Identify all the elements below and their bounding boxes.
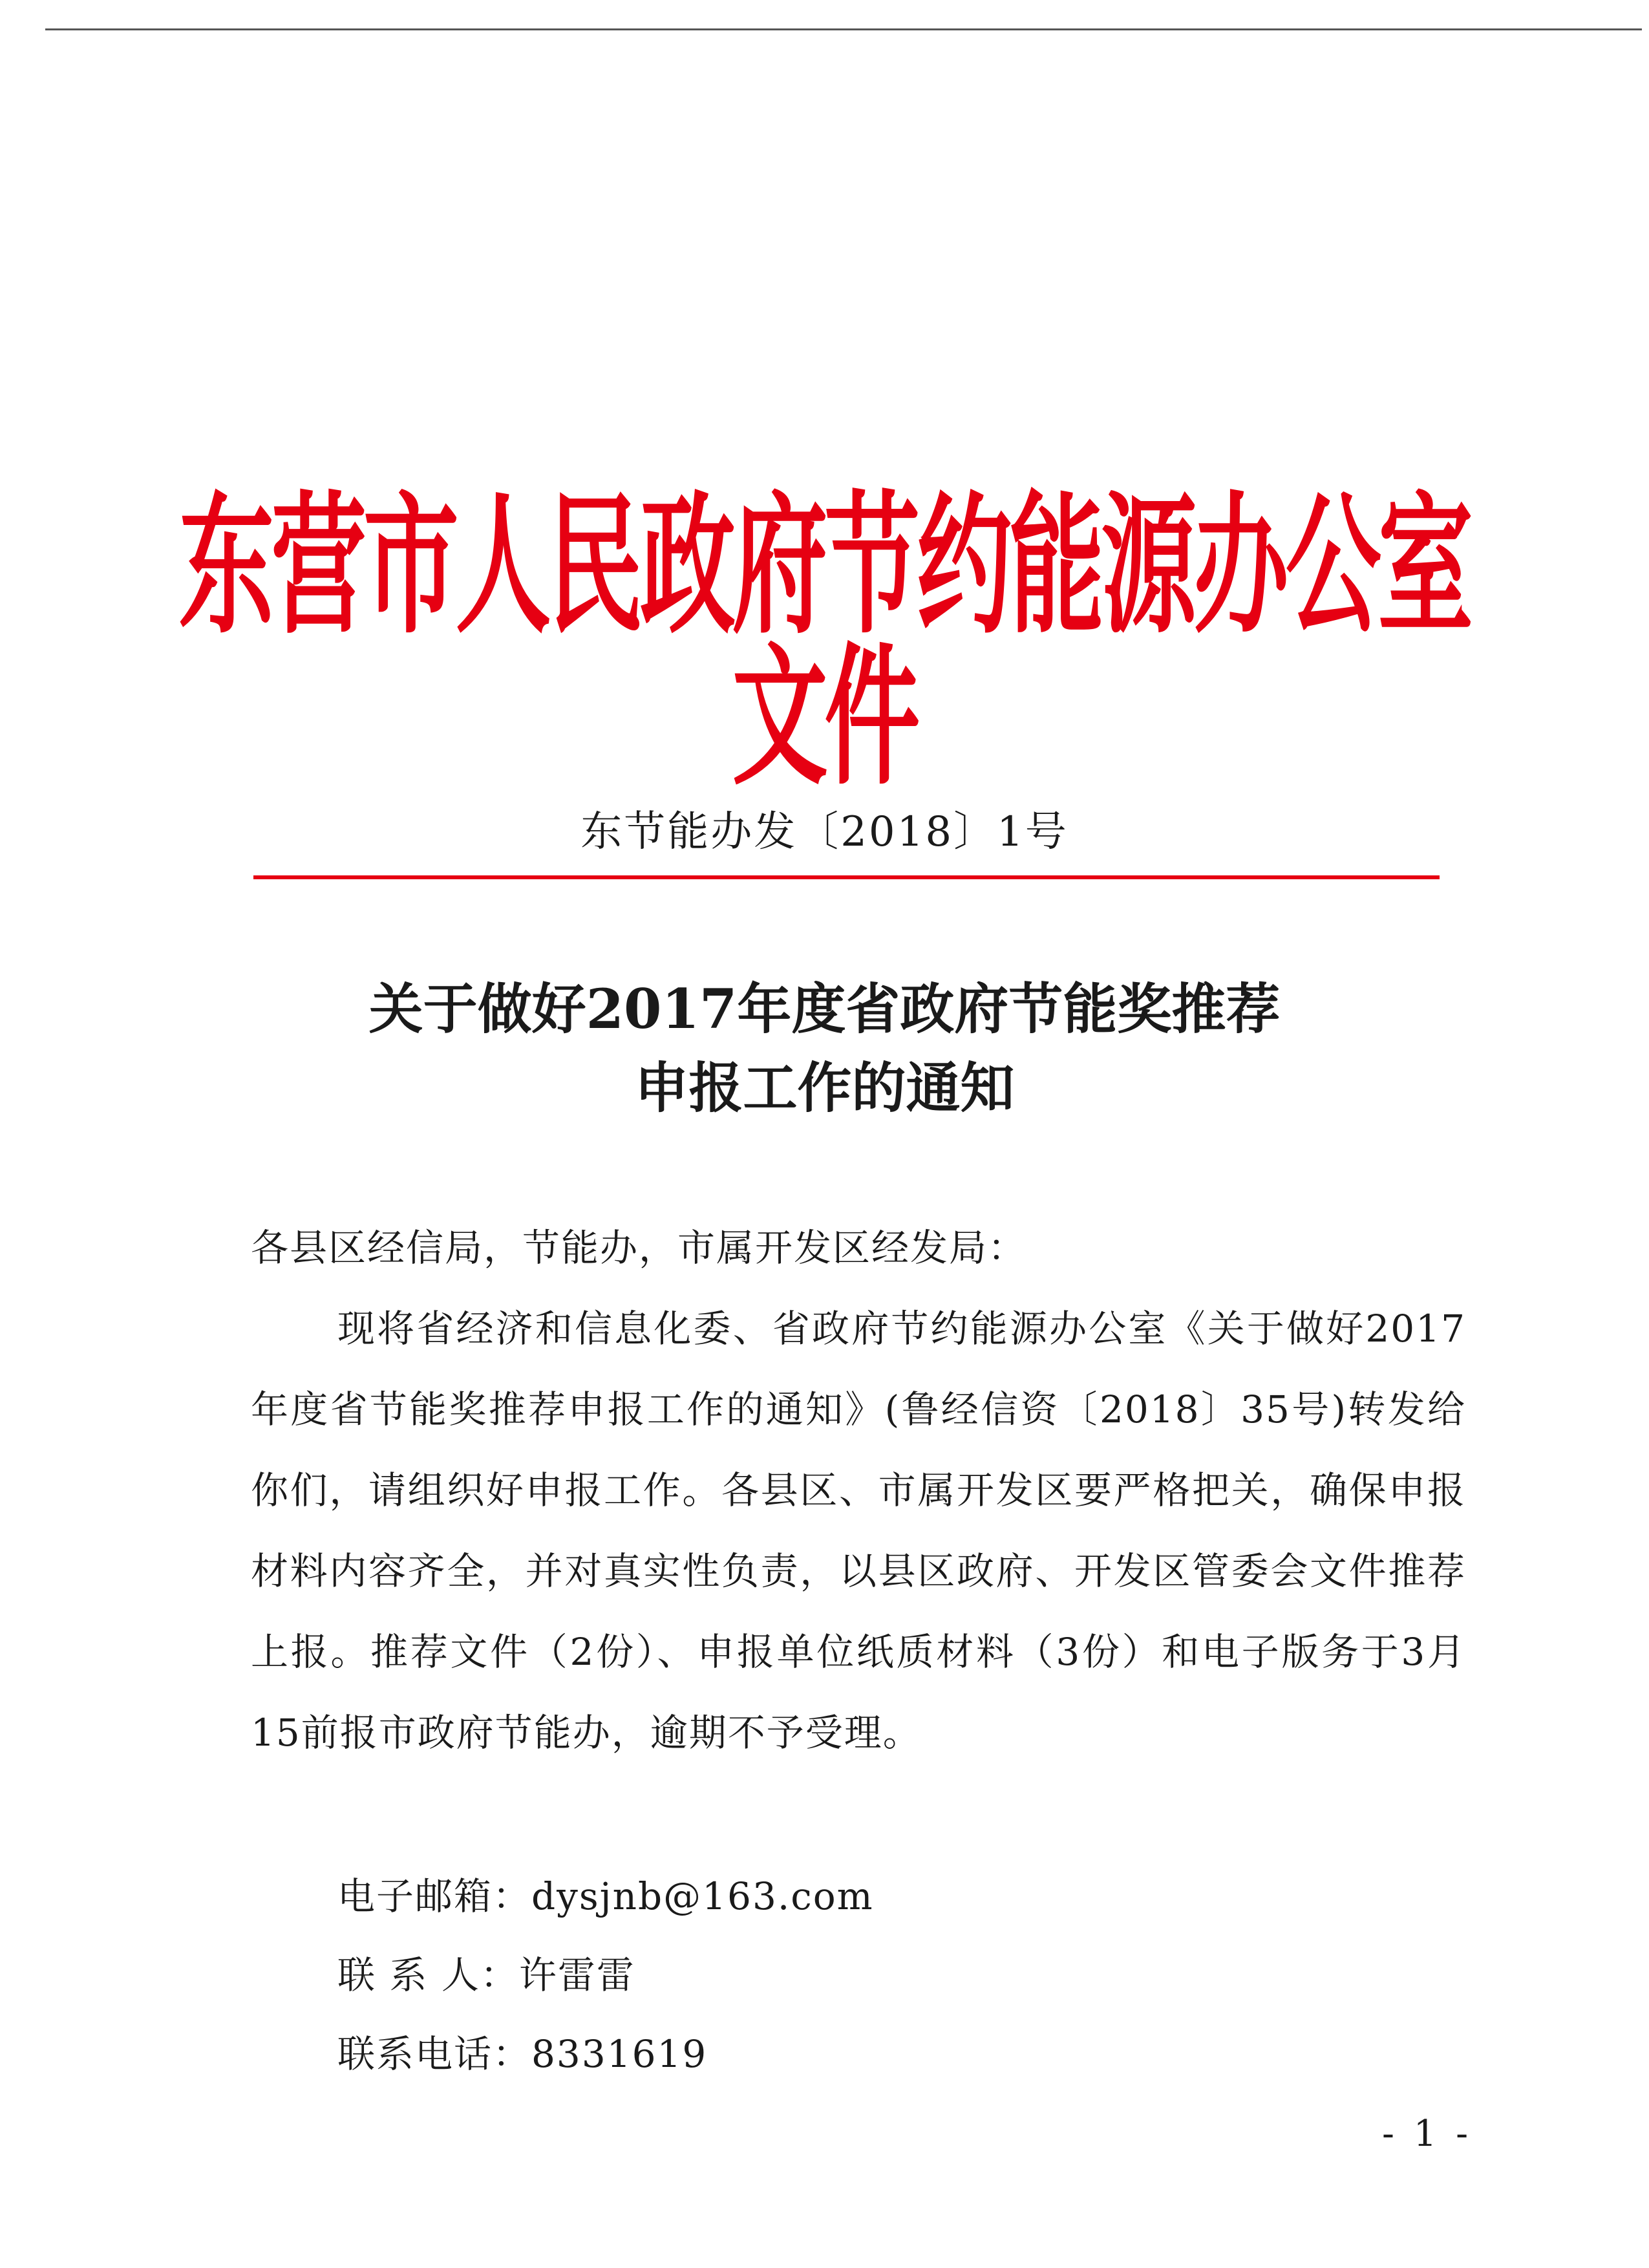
notice-title-line-1: 关于做好2017年度省政府节能奖推荐 [368, 977, 1281, 1041]
person-value: 许雷雷 [518, 1953, 635, 1997]
page-number: - 1 - [1382, 2113, 1473, 2155]
notice-title-line-2: 申报工作的通知 [634, 1056, 1015, 1120]
body-paragraph: 现将省经济和信息化委、省政府节约能源办公室《关于做好2017年度省节能奖推荐申报工作的通知》(鲁经信资〔2018〕35号)转发给你们，请组织好申报工作。各县区、市属开发区要严格把关，确保申报材料内容齐全，并对真实性负责，以县区政府、开发区管委会文件推荐上报。推荐文件（2份）、申报单位纸质材料（3份）和电子版务于3月15前报市政府节能办，逾期不予受理。 [251, 1307, 1466, 1755]
person-label: 联 系 人： [337, 1953, 519, 1997]
letterhead-title: 东营市人民政府节约能源办公室文件 [178, 478, 1471, 806]
phone-value: 8331619 [531, 2032, 708, 2076]
phone-label: 联系电话： [337, 2032, 532, 2076]
contact-email-row [337, 1857, 874, 1936]
contact-block [337, 1857, 874, 2093]
contact-person-row [337, 1936, 874, 2015]
notice-body [251, 1208, 1466, 1773]
notice-title [0, 970, 1649, 1128]
letterhead-red-divider [253, 875, 1440, 879]
scan-edge-line [45, 28, 1642, 30]
contact-phone-row [337, 2015, 874, 2093]
document-number: 东节能办发〔2018〕1号 [580, 808, 1069, 856]
email-label: 电子邮箱： [337, 1874, 532, 1918]
salutation: 各县区经信局，节能办，市属开发区经发局： [251, 1226, 1027, 1270]
email-value: dysjnb@163.com [531, 1874, 874, 1918]
